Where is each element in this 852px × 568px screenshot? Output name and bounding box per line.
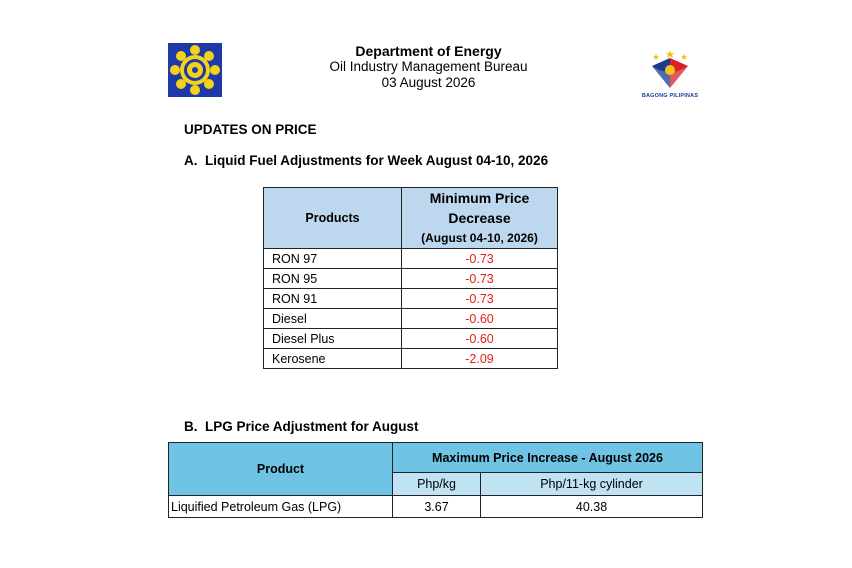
price-per-cylinder-cell: 40.38 — [481, 496, 703, 518]
table-row — [264, 289, 558, 309]
product-cell: Kerosene — [264, 349, 402, 369]
product-cell: RON 97 — [264, 249, 402, 269]
column-header-products: Products — [264, 188, 402, 249]
bureau-name: Oil Industry Management Bureau — [329, 59, 528, 74]
bagong-pilipinas-label: BAGONG PILIPINAS — [641, 93, 699, 99]
product-cell: Liquified Petroleum Gas (LPG) — [169, 496, 393, 518]
column-header-line3: (August 04-10, 2026) — [421, 231, 538, 245]
column-header-php-per-kg: Php/kg — [393, 473, 481, 496]
column-header-product: Product — [169, 443, 393, 496]
price-decrease-cell: -0.60 — [402, 309, 558, 329]
table-row — [264, 309, 558, 329]
price-decrease-cell: -0.73 — [402, 249, 558, 269]
product-cell: Diesel — [264, 309, 402, 329]
table-row — [169, 496, 703, 518]
price-decrease-cell: -0.60 — [402, 329, 558, 349]
table-header-row — [264, 188, 558, 249]
table-row — [264, 249, 558, 269]
lpg-table — [168, 442, 703, 518]
document-date: 03 August 2026 — [381, 75, 476, 90]
product-cell: RON 91 — [264, 289, 402, 309]
bagong-pilipinas-logo-icon — [638, 48, 702, 104]
document-header — [286, 43, 571, 91]
liquid-fuel-table — [263, 187, 558, 369]
table-row — [264, 329, 558, 349]
lpg-heading: B. LPG Price Adjustment for August — [184, 419, 419, 434]
column-header-line2: Decrease — [448, 210, 511, 226]
doe-seal-icon — [168, 43, 222, 97]
column-header-line1: Minimum Price — [429, 190, 530, 206]
table-row — [264, 269, 558, 289]
price-decrease-cell: -2.09 — [402, 349, 558, 369]
section-title: UPDATES ON PRICE — [184, 122, 317, 137]
column-header-php-per-cylinder: Php/11-kg cylinder — [481, 473, 703, 496]
column-header-max-price-increase: Maximum Price Increase - August 2026 — [393, 443, 703, 473]
price-decrease-cell: -0.73 — [402, 289, 558, 309]
table-row — [264, 349, 558, 369]
liquid-fuel-heading: A. Liquid Fuel Adjustments for Week August 04-10, 2026 — [184, 153, 549, 168]
price-per-kg-cell: 3.67 — [393, 496, 481, 518]
organization-name: Department of Energy — [355, 43, 502, 59]
column-header-min-price-decrease — [402, 188, 558, 249]
product-cell: Diesel Plus — [264, 329, 402, 349]
price-decrease-cell: -0.73 — [402, 269, 558, 289]
table-header-row — [169, 443, 703, 473]
product-cell: RON 95 — [264, 269, 402, 289]
